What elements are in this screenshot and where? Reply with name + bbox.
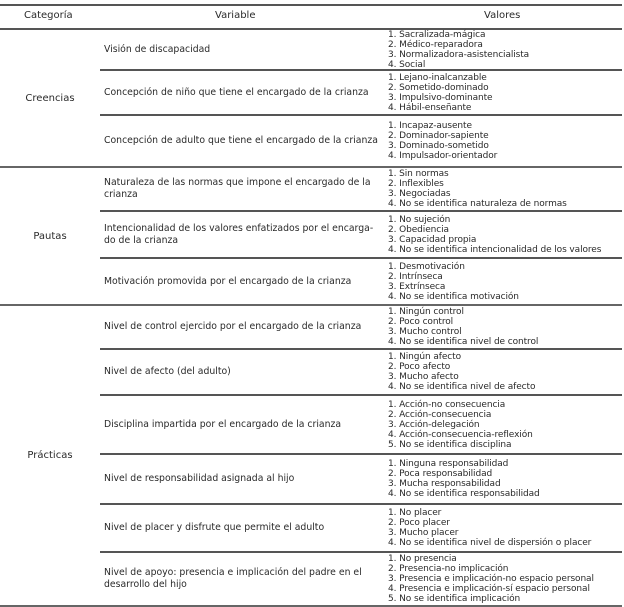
header-variable: Variable [215,10,256,21]
value-item: 4. No se identifica motivación [388,291,519,302]
value-item: 1. Acción-no consecuencia [388,399,506,410]
values-cell [385,169,622,209]
variable-cell: Disciplina impartida por el encargado de la crianza [104,418,342,430]
values-cell [385,554,622,604]
table-row [100,455,622,505]
value-item: 1. No placer [388,508,442,518]
value-item: 1. No sujeción [388,214,451,225]
value-item: 3. Mucho placer [388,528,459,538]
values-cell [385,215,622,255]
value-item: 4. No se identifica intencionalidad de los valores [388,244,602,255]
variable-cell: Visión de discapacidad [104,43,211,55]
value-item: 4. Hábil-enseñante [388,102,472,113]
value-item: 2. Médico-reparadora [388,39,483,50]
value-item: 3. Dominado-sometido [388,141,489,151]
variable-cell: Naturaleza de las normas que impone el encargado de la crianza [104,177,371,200]
variable-cell: Nivel de afecto (del adulto) [104,366,231,377]
values-cell [385,121,622,161]
category-label: Creencias [25,92,75,104]
value-item: 2. Inflexibles [388,179,444,189]
table-row [100,212,622,259]
value-item: 4. Presencia e implicación-sí espacio personal [388,584,590,594]
value-item: 3. Mucha responsabilidad [388,479,501,489]
table-row [100,396,622,455]
value-item: 1. No presencia [388,554,457,564]
values-cell [385,73,622,113]
value-item: 1. Ningún control [388,307,464,317]
values-cell [385,352,622,392]
value-item: 3. Presencia e implicación-no espacio personal [388,574,594,584]
value-item: 4. No se identifica nivel de afecto [388,382,536,392]
value-item: 1. Sin normas [388,169,449,179]
value-item: 2. Dominador-sapiente [388,131,489,141]
group-prácticas [0,306,622,607]
variable-cell: Nivel de responsabilidad asignada al hijo [104,473,295,484]
value-item: 2. Sometido-dominado [388,82,489,93]
category-label: Prácticas [27,450,73,461]
value-item: 3. Impulsivo-dominante [388,92,493,103]
value-item: 2. Obediencia [388,224,449,235]
value-item: 2. Poco afecto [388,362,451,372]
value-item: 5. No se identifica disciplina [388,439,512,450]
variable-cell: Motivación promovida por el encargado de la crianza [104,275,352,287]
value-item: 3. Extrínseca [388,281,446,292]
values-cell [385,459,622,499]
category-label: Pautas [33,230,67,242]
variable-cell: Nivel de control ejercido por el encargado de la crianza [104,321,362,332]
values-cell [385,400,622,450]
group-creencias [0,30,622,168]
value-item: 4. Acción-consecuencia-reflexión [388,429,533,440]
table-row [100,306,622,350]
value-item: 4. No se identifica naturaleza de normas [388,199,567,209]
value-item: 3. Normalizadora-asistencialista [388,49,530,60]
values-cell [385,307,622,347]
value-item: 3. Acción-delegación [388,419,480,430]
value-item: 1. Sacralizada-mágica [388,29,486,40]
value-item: 3. Negociadas [388,189,451,199]
value-item: 2. Acción-consecuencia [388,409,492,420]
value-item: 4. No se identifica nivel de control [388,337,539,347]
value-item: 1. Desmotivación [388,261,465,272]
value-item: 4. Impulsador-orientador [388,151,498,161]
variable-cell: Concepción de niño que tiene el encargado de la crianza [104,86,369,98]
values-cell [385,508,622,548]
table-row [100,259,622,304]
value-item: 5. No se identifica implicación [388,594,521,604]
table-body [0,30,622,607]
values-cell [385,30,622,70]
table-row [100,553,622,605]
variable-cell: Nivel de apoyo: presencia e implicación del padre en el desarrollo del hijo [104,567,362,590]
value-item: 4. No se identifica nivel de dispersión o placer [388,538,592,548]
value-item: 2. Poco control [388,317,454,327]
value-item: 2. Presencia-no implicación [388,564,509,574]
table-row [100,350,622,396]
table-row [100,30,622,71]
value-item: 3. Capacidad propia [388,234,477,245]
table-header [0,4,622,30]
header-categoria: Categoría [24,10,73,21]
table-row [100,116,622,166]
value-item: 3. Mucho afecto [388,372,459,382]
value-item: 1. Incapaz-ausente [388,121,472,131]
table-row [100,505,622,553]
values-cell [385,262,622,302]
value-item: 2. Poco placer [388,518,450,528]
header-valores: Valores [484,10,521,21]
value-item: 2. Poca responsabilidad [388,469,493,479]
value-item: 3. Mucho control [388,327,462,337]
variable-cell: Intencionalidad de los valores enfatizados por el encarga-do de la crianza [104,222,374,246]
table-row [100,168,622,212]
value-item: 4. Social [388,59,426,70]
group-pautas [0,168,622,306]
value-item: 1. Lejano-inalcanzable [388,72,487,83]
variable-cell: Concepción de adulto que tiene el encargado de la crianza [104,135,378,146]
value-item: 2. Intrínseca [388,271,443,282]
value-item: 4. No se identifica responsabilidad [388,489,540,499]
value-item: 1. Ninguna responsabilidad [388,459,509,469]
value-item: 1. Ningún afecto [388,352,461,362]
variables-table [0,4,622,607]
table-row [100,71,622,116]
variable-cell: Nivel de placer y disfrute que permite el adulto [104,522,325,533]
